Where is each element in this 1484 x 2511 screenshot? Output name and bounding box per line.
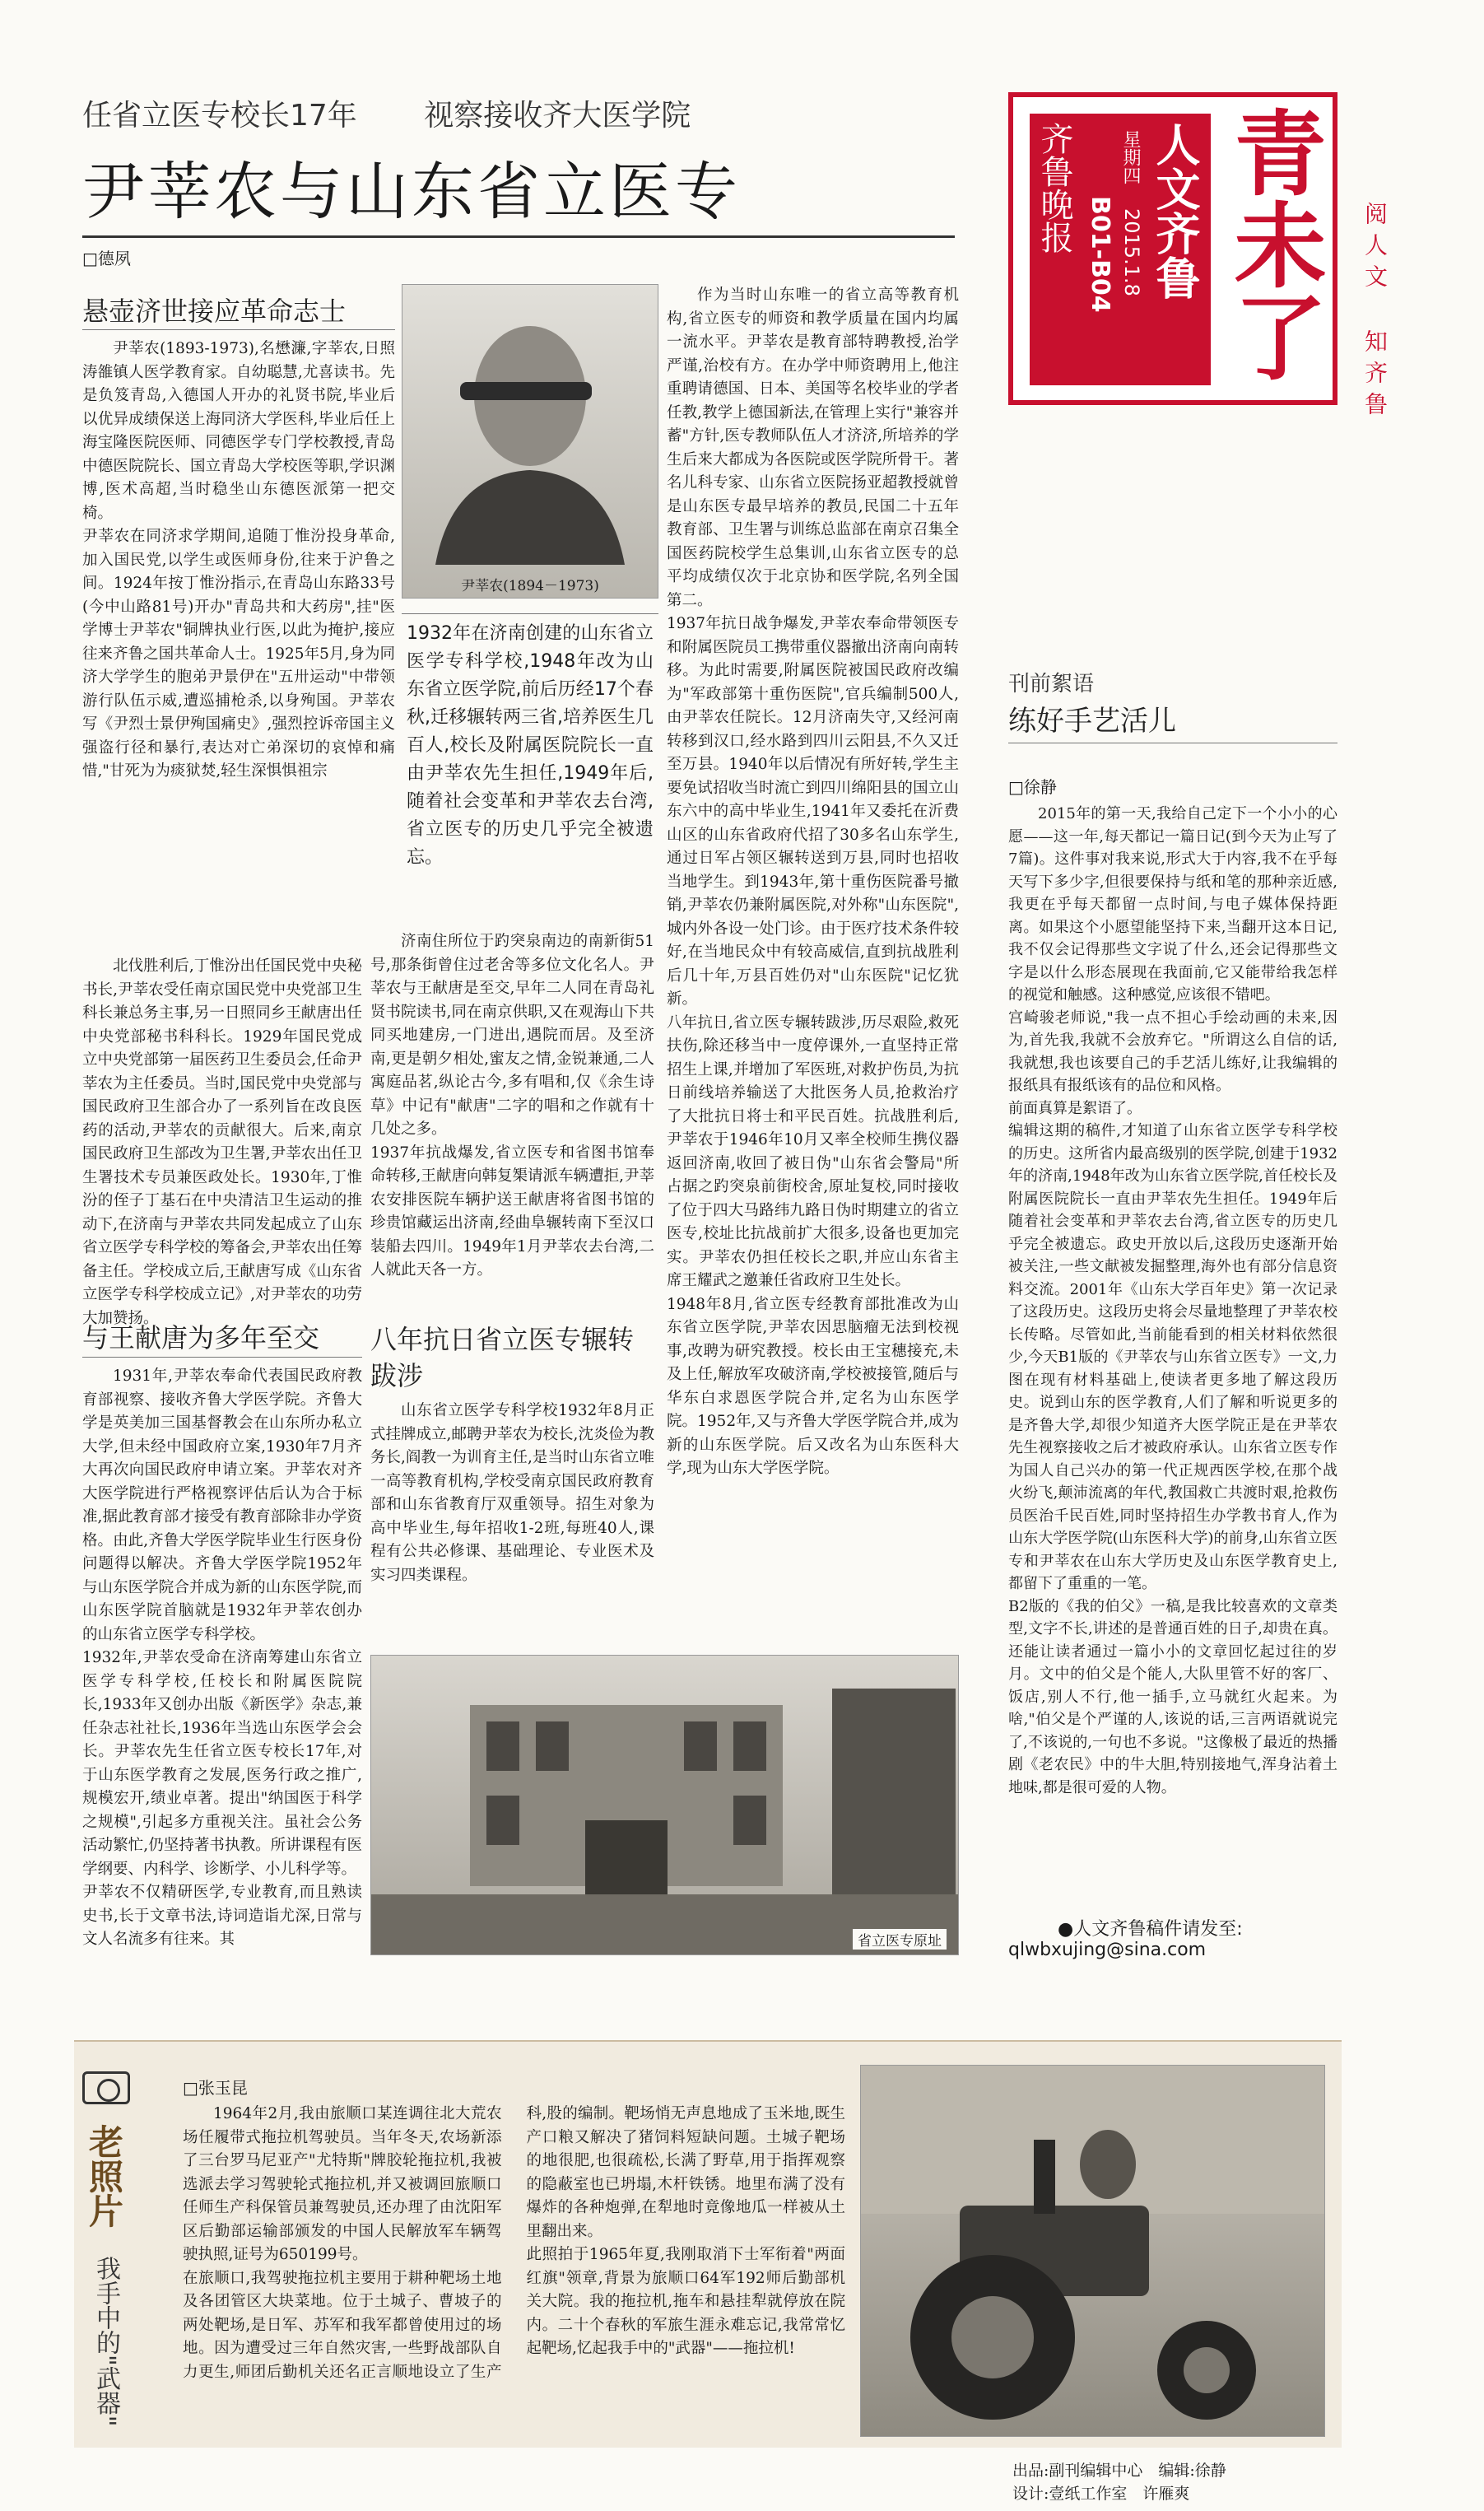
portrait-caption: 尹莘农(1894－1973) — [461, 578, 599, 594]
slogan-1: 阅人文 — [1361, 202, 1389, 296]
masthead-big-title: 青未了 — [1219, 105, 1326, 382]
column-section-label: 刊前絮语 — [1008, 672, 1095, 696]
masthead-pages: B01-B04 — [1086, 196, 1114, 313]
building-drawing — [371, 1656, 958, 1954]
portrait-photo — [402, 284, 658, 599]
column-text: 2015年的第一天,我给自己定下一个小小的心愿——这一年,每天都记一篇日记(到今天为止写了7篇)。这件事对我来说,形式大于内容,我不在乎每天写下多少字,但很要保持与纸和笔的那种亲近感,我更在乎每天都留一点时间,与电子媒体保持距离。如果这个小愿望能坚持下来,当翻开这本日记,我不仅会记得那些文字说了什么,还会记得那些文字是以什么形态展现在我面前,它又能带给我怎样的视觉和触感。这种感觉,应该很不错吧。 宫崎骏老师说,"我一点不担心手绘动画的未来,因为,首先我,我就不会放弃它。"所谓这么自信的话,我就想,我也该要自己的手艺活儿练好,让我编辑的报纸具有报纸该有的品位和风格。 前面真算是絮语了。 编辑这期的稿件,才知道了山东省立医学专科学校的历史。这所省内最高级别的医学院,创建于1932年的济南,1948年改为山东省立医学院,首任校长及附属医院院长一直由尹莘农先生担任。1949年后随着社会变革和尹莘农去台湾,省立医专的历史几乎完全被遗忘。政史开放以后,这段历史逐渐开始被关注,一些文献被发掘整理,海外也有部分信息资料交流。2001年《山东大学百年史》第一次记录了这段历史。这段历史将会尽量地整理了尹莘农校长传略。尽管如此,当前能看到的相关材料依然很少,今天B1版的《尹莘农与山东省立医专》一文,力图在现有材料基础上,使读者更多地了解这段历史。说到山东的医学教育,人们了解和听说更多的是齐鲁大学,却很少知道齐大医学院正是在尹莘农先生视察接收之后才被政府承认。山东省立医专作为国人自己兴办的第一代正规西医学校,在那个战火纷飞,颠沛流离的年代,教国救亡共渡时艰,抢救伤员医治千民百姓,同时坚持招生办学教书育人,作为山东大学医学院(山东医科大学)的前身,山东省立医专和尹莘农在山东大学历史及山东医学教育史上,都留下了重重的一笔。 B2版的《我的伯父》一稿,是我比较喜欢的文章类型,文字不长,讲述的是普通百姓的日子,却贵在真。还能让读者通过一篇小小的文章回忆起过往的岁月。文中的伯父是个能人,大队里管不好的客厂、饭店,别人不行,他一插手,立马就红火起来。为啥,"伯父是个严谨的人,该说的话,三言两语就说完了,不该说的,一句也不多说。"这像极了最近的热播剧《老农民》中的牛大胆,特别接地气,浑身沾着土地味,都是很可爱的人物。 — [1008, 805, 1337, 1796]
photo-column-title: 老照片 — [84, 2124, 124, 2228]
kicker — [82, 92, 955, 133]
masthead-date: 2015.1.8 — [1120, 208, 1143, 296]
headline-rule — [82, 235, 955, 238]
pull-quote: 1932年在济南创建的山东省立医学专科学校,1948年改为山东省立医学院,前后历经17个春秋,迁移辗转两三省,培养医生几百人,校长及附属医院院长一直由尹莘农先生担任,1949年后,随着社会变革和尹莘农去台湾,省立医专的历史几乎完全被遗忘。 — [407, 623, 654, 868]
article-col1b-text: 北伐胜利后,丁惟汾出任国民党中央秘书长,尹莘农受任南京国民党中央党部卫生科长兼总务主事,另一日照同乡王献唐出任中央党部秘书科科长。1929年国民党成立中央党部第一届医药卫生委员会,任命尹莘农为主任委员。当时,国民党中央党部与国民政府卫生部合办了一系列旨在改良医药的活动,尹莘农的贡献很大。后来,南京国民政府卫生部改为卫生署,尹莘农出任卫生署技术专员兼医政处长。1930年,丁惟汾的侄子丁基石在中央清洁卫生运动的推动下,在济南与尹莘农共同发起成立了山东省立医学专科学校的筹备会,尹莘农出任筹备主任。学校成立后,王献唐写成《山东省立医学专科学校成立记》,对尹莘农的功劳大加赞扬。 — [82, 957, 362, 1327]
byline: □德夙 — [82, 249, 131, 268]
masthead-sub-title: 人文齐鲁 — [1149, 122, 1201, 300]
photo-column-byline: □张玉昆 — [183, 2078, 248, 2098]
section-heading-3: 八年抗日省立医专辗转跋涉 — [370, 1324, 635, 1391]
article-col1c-text: 1931年,尹莘农奉命代表国民政府教育部视察、接收齐鲁大学医学院。齐鲁大学是英美加三国基督教会在山东所办私立大学,但未经中国政府立案,1930年7月齐大再次向国民政府申请立案。尹莘农对齐大医学院进行严格视察评估后认为合于标准,据此教育部才接受有教育部除非办学资格。由此,齐鲁大学医学院毕业生行医身份问题得以解决。齐鲁大学医学院1952年与山东医学院合并成为新的山东医学院,而山东医学院首脑就是1932年尹莘农创办的山东省立医学专科学校。 1932年,尹莘农受命在济南筹建山东省立医学专科学校,任校长和附属医院院长,1933年又创办出版《新医学》杂志,兼任杂志社社长,1936年当选山东医学会会长。尹莘农先生任省立医专校长17年,对于山东医学教育之发展,医务行政之推广,规模宏开,绩业卓著。提出"纳国医于科学之规模",引起多方重视关注。虽社会公务活动繁忙,仍坚持著书执教。所讲课程有医学纲要、内科学、诊断学、小儿科学等。 尹莘农不仅精研医学,专业教育,而且熟读史书,长于文章书法,诗词造诣尤深,日常与文人名流多有往来。其 — [82, 1367, 362, 1948]
kicker-left: 任省立医专校长17年 — [82, 99, 357, 133]
kicker-right: 视察接收齐大医学院 — [424, 99, 691, 133]
contact-label: ●人文齐鲁稿件请发至: — [1058, 1919, 1243, 1940]
contact-email: qlwbxujing@sina.com — [1008, 1940, 1207, 1960]
masthead-weekday: 星期四 — [1120, 130, 1141, 184]
photo-column-subtitle: 我手中的"武器" — [91, 2256, 120, 2427]
footer-line-1: 出品:副刊编辑中心 编辑:徐静 — [1012, 2462, 1226, 2480]
section-heading-1: 悬壶济世接应革命志士 — [82, 296, 347, 327]
section-rule-1 — [82, 329, 395, 330]
photo-column-text: 1964年2月,我由旅顺口某连调往北大荒农场任履带式拖拉机驾驶员。当年冬天,农场新添了三台罗马尼亚产"尤特斯"牌胶轮拖拉机,我被选派去学习驾驶轮式拖拉机,并又被调回旅顺口任师生产科保管员兼驾驶员,还办理了由沈阳军区后勤部运输部颁发的中国人民解放军车辆驾驶执照,证号为650199号。 在旅顺口,我驾驶拖拉机主要用于耕种靶场土地及各团管区大块菜地。位于土城子、曹坡子的两处靶场,是日军、苏军和我军都曾使用过的场地。因为遭受过三年自然灾害,一些野战部队自力更生,师团后勤机关还名正言顺地设立了生产科,股的编制。靶场悄无声息地成了玉米地,既生产口粮又解决了猪饲料短缺问题。土城子靶场的地很肥,也很疏松,长满了野草,用于指挥观察的隐蔽室也已坍塌,木杆铁锈。地里布满了没有爆炸的各种炮弹,在犁地时竟像地瓜一样被从土里翻出来。 此照拍于1965年夏,我刚取消下士军衔着"两面红旗"领章,背景为旅顺口64军192师后勤部机关大院。我的拖拉机,拖车和悬挂犁就停放在院内。二十个春秋的军旅生涯永难忘记,我常常忆起靶场,忆起我手中的"武器"——拖拉机! — [183, 2105, 845, 2381]
article-col2b-text: 山东省立医学专科学校1932年8月正式挂牌成立,邮聘尹莘农为校长,沈炎俭为教务长,阎教一为训育主任,是当时山东省立唯一高等教育机构,学校受南京国民政府教育部和山东省教育厅双重领导。招生对象为高中毕业生,每年招收1-2班,每班40人,课程有公共必修课、基础理论、专业医术及实习四类课程。 — [370, 1402, 654, 1584]
building-caption: 省立医专原址 — [853, 1929, 947, 1950]
building-photo — [370, 1655, 959, 1955]
article-col2-text: 济南住所位于趵突泉南边的南新街51号,那条街曾住过老舍等多位文化名人。尹莘农与王献唐是至交,早年二人同在青岛礼贤书院读书,同在南京供职,又在观海山下共同买地建房,一门进出,遇院而居。及至济南,更是朝夕相处,蜜友之情,金锐兼通,二人寓庭品茗,纵论古今,多有唱和,仅《余生诗草》中记有"献唐"二字的唱和之作就有十几处之多。 1937年抗战爆发,省立医专和省图书馆奉命转移,王献唐向韩复榘请派车辆遭拒,尹莘农安排医院车辆护送王献唐将省图书馆的珍贵馆藏运出济南,经曲阜辗转南下至汉口装船去四川。1949年1月尹莘农去台湾,二人就此天各一方。 — [370, 933, 654, 1279]
headline: 尹莘农与山东省立医专 — [82, 155, 741, 228]
tractor-drawing — [861, 2066, 1324, 2436]
portrait-figure — [402, 285, 658, 565]
column-byline: □徐静 — [1008, 777, 1057, 797]
column-title: 练好手艺活儿 — [1008, 705, 1176, 738]
section-heading-2: 与王献唐为多年至交 — [82, 1322, 320, 1353]
masthead-paper-name: 齐鲁晚报 — [1035, 122, 1073, 254]
tractor-photo — [860, 2065, 1325, 2437]
pull-quote-box — [402, 613, 658, 926]
section-rule-2 — [82, 1357, 362, 1358]
masthead — [1008, 92, 1337, 405]
slogan-2: 知齐鲁 — [1361, 329, 1389, 423]
article-col1-text: 尹莘农(1893-1973),名懋濂,字莘农,日照涛雒镇人医学教育家。自幼聪慧,尤喜读书。先是负笈青岛,入德国人开办的礼贤书院,毕业后以优异成绩保送上海同济大学医科,毕业后任上海宝隆医院医师、同德医学专门学校教授,青岛中德医院院长、国立青岛大学校医等职,学识渊博,医术高超,当时稳坐山东德医派第一把交椅。 尹莘农在同济求学期间,追随丁惟汾投身革命,加入国民党,以学生或医师身份,往来于沪鲁之间。1924年按丁惟汾指示,在青岛山东路33号(今中山路81号)开办"青岛共和大药房",挂"医学博士尹莘农"铜牌执业行医,以此为掩护,接应往来齐鲁之国共革命人士。1925年5月,身为同济大学学生的胞弟尹景伊在"五卅运动"中带领游行队伍示威,遭巡捕枪杀,以身殉国。尹莘农写《尹烈士景伊殉国痛史》,强烈控诉帝国主义强盗行径和暴行,表达对亡弟深切的哀悼和痛惜,"甘死为为痰狱焚,轻生深惧惧祖宗 — [82, 340, 395, 780]
camera-icon — [82, 2071, 130, 2104]
article-col3-text: 作为当时山东唯一的省立高等教育机构,省立医专的师资和教学质量在国内均属一流水平。尹莘农是教育部特聘教授,治学严谨,治校有方。在办学中师资聘用上,他注重聘请德国、日本、美国等名校毕业的学者任教,教学上德国新法,在管理上实行"兼容并蓄"方针,医专教师队伍人才济济,所培养的学生后来大都成为各医院或医学院所骨干。著名儿科专家、山东省立医院扬亚超教授就曾是山东医专最早培养的教员,民国二十五年教育部、卫生署与训练总监部在南京召集全国医药院校学生总集训,山东省立医专的总平均成绩仅次于北京协和医学院,名列全国第二。 1937年抗日战争爆发,尹莘农奉命带领医专和附属医院员工携带重仪器撤出济南向南转移。为此时需要,附属医院被国民政府改编为"军政部第十重伤医院",官兵编制500人,由尹莘农任院长。12月济南失守,又经河南转移到汉口,经水路到四川云阳县,不久又迁至万县。1940年以后情况有所好转,学生主要免试招收当时流亡到四川绵阳县的国立山东六中的高中毕业生,1941年又委托在沂费山区的山东省政府代招了30多名山东学生,通过日军占领区辗转送到万县,同时也招收当地学生。到1943年,第十重伤医院番号撤销,尹莘农仍兼附属医院,对外称"山东医院",城内外各设一处门诊。由于医疗技术条件较好,在当地民众中有较高威信,直到抗战胜利后几十年,万县百姓仍对"山东医院"记忆犹新。 八年抗日,省立医专辗转跋涉,历尽艰险,救死扶伤,除还移当中一度停课外,一直坚持正常招生上课,并增加了军医班,对救护伤员,为抗日前线培养输送了大批医务人员,抢救治疗了大批抗日将士和平民百姓。抗战胜利后,尹莘农于1946年10月又率全校师生携仪器返回济南,收回了被日伪"山东省会警局"所占据之趵突泉前街校舍,原址复校,同时接收了位于四大马路纬九路日伪时期建立的省立医专,校址比抗战前扩大很多,设备也更加完实。尹莘农仍担任校长之职,并应山东省主席王耀武之邀兼任省政府卫生处长。 1948年8月,省立医专经教育部批准改为山东省立医学院,尹莘农因思脑瘤无法到校视事,改聘为研究教授。校长由王宝穗接充,未及上任,解放军攻破济南,学校被接管,随后与华东白求恩医学院合并,定名为山东医学院。1952年,又与齐鲁大学医学院合并,成为新的山东医学院。后又改名为山东医科大学,现为山东大学医学院。 — [667, 287, 959, 1477]
pull-quote-rule-top — [402, 613, 658, 614]
footer-line-2: 设计:壹纸工作室 许雁爽 — [1012, 2485, 1190, 2503]
